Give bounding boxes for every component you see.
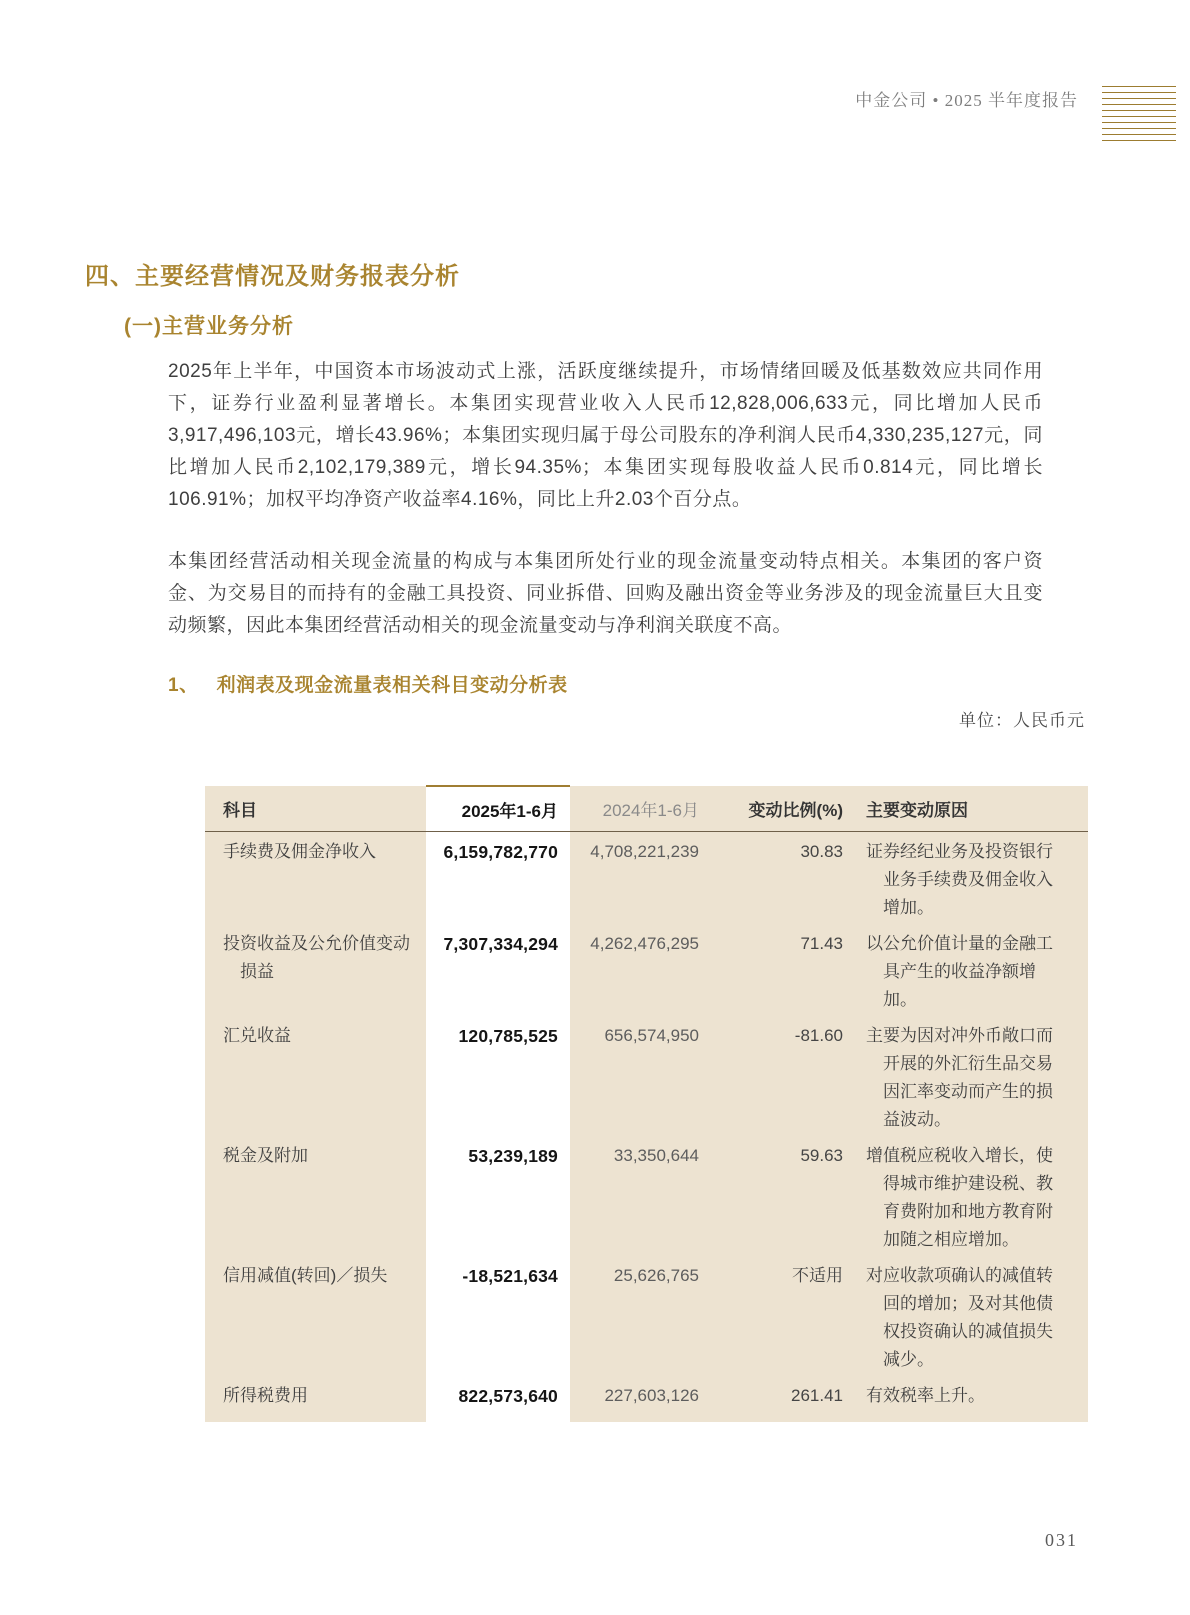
cell-change-ratio: 不适用 [792, 1266, 843, 1285]
table-header-2024: 2024年1-6月 [602, 801, 699, 820]
cell-value-2025: 822,573,640 [426, 1376, 570, 1422]
cell-value-2024: 4,708,221,239 [590, 842, 699, 861]
cell-reason: 证券经纪业务及投资银行业务手续费及佣金收入增加。 [866, 842, 1053, 917]
cell-value-2025: 6,159,782,770 [426, 832, 570, 925]
page-number: 031 [1045, 1530, 1078, 1550]
unit-note: 单位：人民币元 [959, 711, 1085, 730]
cell-change-ratio: -81.60 [794, 1026, 843, 1045]
cell-account: 所得税费用 [223, 1386, 308, 1405]
table-row [205, 1376, 1088, 1422]
table-header-change-ratio: 变动比例(%) [748, 801, 843, 820]
cell-account: 汇兑收益 [223, 1026, 291, 1045]
cell-value-2024: 25,626,765 [613, 1266, 699, 1285]
table-row [205, 1136, 1088, 1256]
subsection-heading [168, 670, 568, 697]
table-row [205, 832, 1088, 925]
cell-reason: 对应收款项确认的减值转回的增加；及对其他债权投资确认的减值损失减少。 [866, 1266, 1053, 1369]
cell-value-2024: 4,262,476,295 [590, 934, 699, 953]
cell-value-2024: 33,350,644 [613, 1146, 699, 1165]
paragraph-overview: 2025年上半年，中国资本市场波动式上涨，活跃度继续提升，市场情绪回暖及低基数效应共同作用下，证券行业盈利显著增长。本集团实现营业收入人民币12,828,006,633元，同比增加人民币3,917,496,103元，增长43.96%；本集团实现归属于母公司股东的净利润人民币4,330,235,127元，同比增加人民币2,102,179,389元，增长94.35%；本集团实现每股收益人民币0.814元，同比增长106.91%；加权平均净资产收益率4.16%，同比上升2.03个百分点。 [168, 361, 1043, 510]
cell-reason: 有效税率上升。 [866, 1386, 985, 1405]
cell-account: 投资收益及公允价值变动损益 [223, 934, 410, 981]
cell-value-2024: 656,574,950 [604, 1026, 699, 1045]
cell-value-2025: 53,239,189 [426, 1136, 570, 1256]
page-header-title: 中金公司 • 2025 半年度报告 [855, 91, 1078, 110]
cell-change-ratio: 30.83 [800, 842, 843, 861]
table-row [205, 1256, 1088, 1376]
header-decoration-lines [1102, 86, 1176, 141]
table-row [205, 924, 1088, 1016]
analysis-table [205, 785, 1088, 1422]
cell-change-ratio: 261.41 [791, 1386, 843, 1405]
table-header-reason: 主要变动原因 [866, 801, 968, 820]
cell-value-2025: 7,307,334,294 [426, 924, 570, 1016]
cell-value-2024: 227,603,126 [604, 1386, 699, 1405]
cell-account: 手续费及佣金净收入 [223, 842, 376, 861]
subsection-title: 利润表及现金流量表相关科目变动分析表 [216, 675, 568, 696]
cell-reason: 增值税应税收入增长，使得城市维护建设税、教育费附加和地方教育附加随之相应增加。 [866, 1146, 1053, 1249]
table-header-2025: 2025年1-6月 [426, 786, 570, 832]
cell-reason: 主要为因对冲外币敞口而开展的外汇衍生品交易因汇率变动而产生的损益波动。 [866, 1026, 1053, 1129]
cell-value-2025: 120,785,525 [426, 1016, 570, 1136]
cell-change-ratio: 59.63 [800, 1146, 843, 1165]
cell-account: 税金及附加 [223, 1146, 308, 1165]
cell-account: 信用减值(转回)／损失 [223, 1266, 388, 1285]
table-header-row [205, 786, 1088, 832]
chapter-heading: 四、主要经营情况及财务报表分析 [85, 263, 460, 290]
cell-value-2025: -18,521,634 [426, 1256, 570, 1376]
section-heading: (一)主营业务分析 [124, 315, 294, 338]
table-header-subject: 科目 [223, 801, 257, 820]
paragraph-cashflow: 本集团经营活动相关现金流量的构成与本集团所处行业的现金流量变动特点相关。本集团的客户资金、为交易目的而持有的金融工具投资、同业拆借、回购及融出资金等业务涉及的现金流量巨大且变动频繁，因此本集团经营活动相关的现金流量变动与净利润关联度不高。 [168, 551, 1043, 636]
cell-reason: 以公允价值计量的金融工具产生的收益净额增加。 [866, 934, 1053, 1009]
cell-change-ratio: 71.43 [800, 934, 843, 953]
subsection-number: 1、 [168, 675, 199, 696]
table-row [205, 1016, 1088, 1136]
